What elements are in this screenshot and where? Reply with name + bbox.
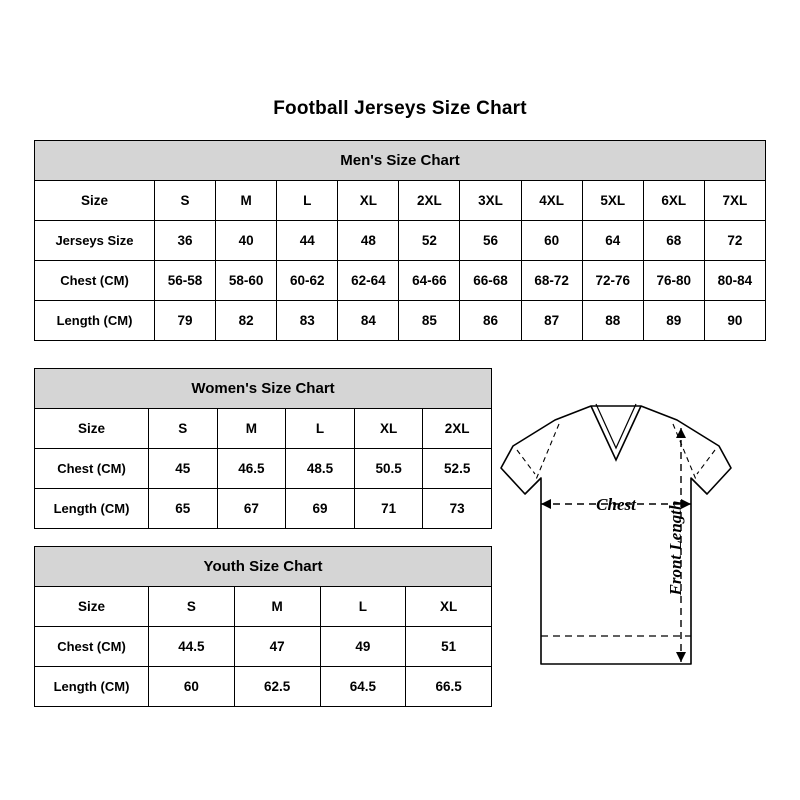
table-row bbox=[35, 221, 766, 261]
table-cell: 66-68 bbox=[460, 261, 521, 301]
table-cell: 50.5 bbox=[354, 449, 423, 489]
table-cell: 56-58 bbox=[155, 261, 216, 301]
table-cell: 64.5 bbox=[320, 667, 406, 707]
table-cell: 83 bbox=[277, 301, 338, 341]
chest-label: Chest bbox=[596, 495, 636, 514]
column-header: 5XL bbox=[582, 181, 643, 221]
youth-size-table bbox=[34, 546, 492, 707]
table-cell: 67 bbox=[217, 489, 286, 529]
table-row bbox=[35, 587, 492, 627]
table-header-row bbox=[35, 141, 766, 181]
table-cell: 65 bbox=[149, 489, 218, 529]
table-cell: 62.5 bbox=[234, 667, 320, 707]
column-header: M bbox=[216, 181, 277, 221]
row-label: Chest (CM) bbox=[35, 261, 155, 301]
column-header: L bbox=[320, 587, 406, 627]
table-cell: 82 bbox=[216, 301, 277, 341]
table-cell: 49 bbox=[320, 627, 406, 667]
column-header: 7XL bbox=[704, 181, 765, 221]
row-label: Length (CM) bbox=[35, 301, 155, 341]
table-cell: 86 bbox=[460, 301, 521, 341]
table-cell: 90 bbox=[704, 301, 765, 341]
collar-outline bbox=[591, 404, 641, 460]
column-header: S bbox=[149, 587, 235, 627]
table-cell: 47 bbox=[234, 627, 320, 667]
table-cell: 68-72 bbox=[521, 261, 582, 301]
column-header: Size bbox=[35, 181, 155, 221]
column-header: XL bbox=[338, 181, 399, 221]
table-row bbox=[35, 261, 766, 301]
column-header: 4XL bbox=[521, 181, 582, 221]
row-label: Chest (CM) bbox=[35, 449, 149, 489]
table-row bbox=[35, 409, 492, 449]
womens-table-header: Women's Size Chart bbox=[35, 369, 492, 409]
table-cell: 73 bbox=[423, 489, 492, 529]
table-cell: 36 bbox=[155, 221, 216, 261]
column-header: XL bbox=[406, 587, 492, 627]
table-cell: 48 bbox=[338, 221, 399, 261]
mens-size-table bbox=[34, 140, 766, 341]
row-label: Length (CM) bbox=[35, 667, 149, 707]
table-cell: 58-60 bbox=[216, 261, 277, 301]
column-header: M bbox=[234, 587, 320, 627]
table-cell: 72 bbox=[704, 221, 765, 261]
table-cell: 80-84 bbox=[704, 261, 765, 301]
table-cell: 79 bbox=[155, 301, 216, 341]
table-cell: 64 bbox=[582, 221, 643, 261]
column-header: L bbox=[277, 181, 338, 221]
shirt-outline bbox=[501, 406, 731, 664]
table-row bbox=[35, 627, 492, 667]
front-length-label: Front Length bbox=[666, 500, 685, 596]
table-cell: 46.5 bbox=[217, 449, 286, 489]
table-cell: 68 bbox=[643, 221, 704, 261]
table-cell: 60 bbox=[149, 667, 235, 707]
table-cell: 44.5 bbox=[149, 627, 235, 667]
table-cell: 60 bbox=[521, 221, 582, 261]
stitch-lines bbox=[517, 424, 715, 482]
column-header: 6XL bbox=[643, 181, 704, 221]
table-row bbox=[35, 489, 492, 529]
table-header-row bbox=[35, 369, 492, 409]
column-header: M bbox=[217, 409, 286, 449]
table-cell: 62-64 bbox=[338, 261, 399, 301]
table-cell: 52 bbox=[399, 221, 460, 261]
row-label: Length (CM) bbox=[35, 489, 149, 529]
table-cell: 85 bbox=[399, 301, 460, 341]
table-cell: 64-66 bbox=[399, 261, 460, 301]
table-cell: 52.5 bbox=[423, 449, 492, 489]
table-cell: 66.5 bbox=[406, 667, 492, 707]
table-cell: 84 bbox=[338, 301, 399, 341]
womens-size-table bbox=[34, 368, 492, 529]
row-label: Chest (CM) bbox=[35, 627, 149, 667]
table-cell: 71 bbox=[354, 489, 423, 529]
table-cell: 45 bbox=[149, 449, 218, 489]
table-row bbox=[35, 181, 766, 221]
column-header: 2XL bbox=[423, 409, 492, 449]
column-header: S bbox=[155, 181, 216, 221]
table-row bbox=[35, 449, 492, 489]
mens-table-header: Men's Size Chart bbox=[35, 141, 766, 181]
table-cell: 60-62 bbox=[277, 261, 338, 301]
table-cell: 56 bbox=[460, 221, 521, 261]
column-header: 3XL bbox=[460, 181, 521, 221]
table-cell: 48.5 bbox=[286, 449, 355, 489]
table-row bbox=[35, 667, 492, 707]
table-row bbox=[35, 301, 766, 341]
table-cell: 89 bbox=[643, 301, 704, 341]
table-header-row bbox=[35, 547, 492, 587]
table-cell: 69 bbox=[286, 489, 355, 529]
page-title: Football Jerseys Size Chart bbox=[273, 98, 527, 119]
column-header: S bbox=[149, 409, 218, 449]
column-header: XL bbox=[354, 409, 423, 449]
column-header: L bbox=[286, 409, 355, 449]
column-header: Size bbox=[35, 409, 149, 449]
column-header: 2XL bbox=[399, 181, 460, 221]
column-header: Size bbox=[35, 587, 149, 627]
table-cell: 51 bbox=[406, 627, 492, 667]
row-label: Jerseys Size bbox=[35, 221, 155, 261]
tshirt-measurement-diagram bbox=[495, 398, 785, 698]
table-cell: 76-80 bbox=[643, 261, 704, 301]
youth-table-header: Youth Size Chart bbox=[35, 547, 492, 587]
table-cell: 40 bbox=[216, 221, 277, 261]
table-cell: 72-76 bbox=[582, 261, 643, 301]
table-cell: 87 bbox=[521, 301, 582, 341]
table-cell: 88 bbox=[582, 301, 643, 341]
table-cell: 44 bbox=[277, 221, 338, 261]
